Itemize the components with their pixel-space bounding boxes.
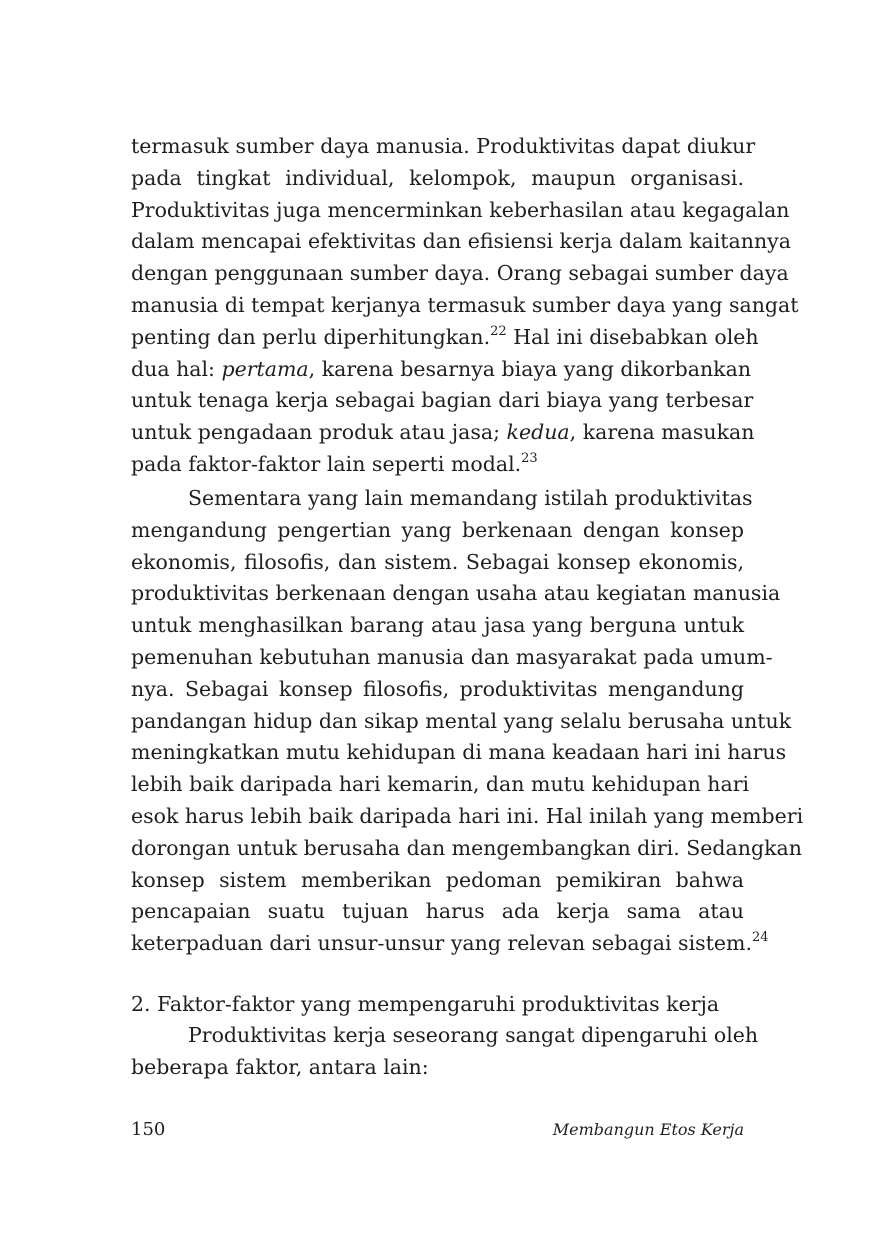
text-line [131,928,769,960]
text-line: mengandung pengertian yang berkenaan dengan konsep [131,517,744,542]
line-text: untuk pengadaan produk atau jasa; [131,420,507,445]
text-line: produktivitas berkenaan dengan usaha atau kegiatan manusia [131,581,781,606]
text-line: dalam mencapai efektivitas dan efisiensi kerja dalam kaitannya [131,229,791,254]
text-line: termasuk sumber daya manusia. Produktivitas dapat diukur [131,134,756,158]
text-line [131,354,752,386]
text-line: Sementara yang lain memandang istilah produktivitas [188,486,753,510]
text-line: untuk menghasilkan barang atau jasa yang berguna untuk [131,613,744,638]
text-line: pencapaian suatu tujuan harus ada kerja sama atau [131,899,744,924]
footnote-ref-22[interactable]: 22 [490,323,507,339]
text-line: pemenuhan kebutuhan manusia dan masyarakat pada umum- [131,644,773,669]
section-heading-block [131,989,744,1021]
text-line: Produktivitas kerja seseorang sangat dipengaruhi oleh [188,1023,759,1047]
line-text: pada faktor-faktor lain seperti modal. [131,451,522,476]
paragraph [131,483,804,960]
line-text: Hal ini disebabkan oleh [506,324,759,349]
section-heading: 2. Faktor-faktor yang mempengaruhi produktivitas kerja [131,992,720,1016]
text-line: meningkatkan mutu kehidupan di mana keadaan hari ini harus [131,740,787,765]
italic-term: kedua [506,420,570,445]
line-text: , karena masukan [569,420,755,445]
text-line [131,449,744,481]
text-line: esok harus lebih baik daripada hari ini. Hal inilah yang memberi [131,803,804,828]
paragraph-continued [131,131,799,481]
line-text: keterpaduan dari unsur-unsur yang relevan sebagai sistem. [131,931,752,956]
text-line [131,322,759,354]
line-text: , karena besarnya biaya yang dikorbankan [308,356,752,381]
line-text: penting dan perlu diperhitungkan. [131,324,491,349]
text-line: dorongan untuk berusaha dan mengembangkan diri. Sedangkan [131,835,802,860]
text-line: manusia di tempat kerjanya termasuk sumber daya yang sangat [131,292,799,317]
text-line: konsep sistem memberikan pedoman pemikiran bahwa [131,867,744,892]
text-line: ekonomis, filosofis, dan sistem. Sebagai konsep ekonomis, [131,549,744,574]
page-footer [131,1115,744,1145]
text-line: untuk tenaga kerja sebagai bagian dari biaya yang terbesar [131,388,754,413]
italic-term: pertama [221,356,309,381]
footnote-ref-23[interactable]: 23 [521,450,538,466]
running-title: Membangun Etos Kerja [552,1120,744,1139]
text-line: nya. Sebagai konsep filosofis, produktivitas mengandung [131,676,744,701]
paragraph [131,1020,759,1084]
page-number: 150 [131,1119,166,1140]
text-line: dengan penggunaan sumber daya. Orang sebagai sumber daya [131,261,789,286]
line-text: dua hal: [131,356,222,381]
text-line: lebih baik daripada hari kemarin, dan mutu kehidupan hari [131,772,750,797]
text-line [131,417,755,449]
footnote-ref-24[interactable]: 24 [751,930,769,946]
text-line: beberapa faktor, antara lain: [131,1054,429,1079]
text-line: pandangan hidup dan sikap mental yang selalu berusaha untuk [131,708,792,733]
text-line: Produktivitas juga mencerminkan keberhasilan atau kegagalan [131,197,790,222]
text-line: pada tingkat individual, kelompok, maupun organisasi. [131,165,744,190]
